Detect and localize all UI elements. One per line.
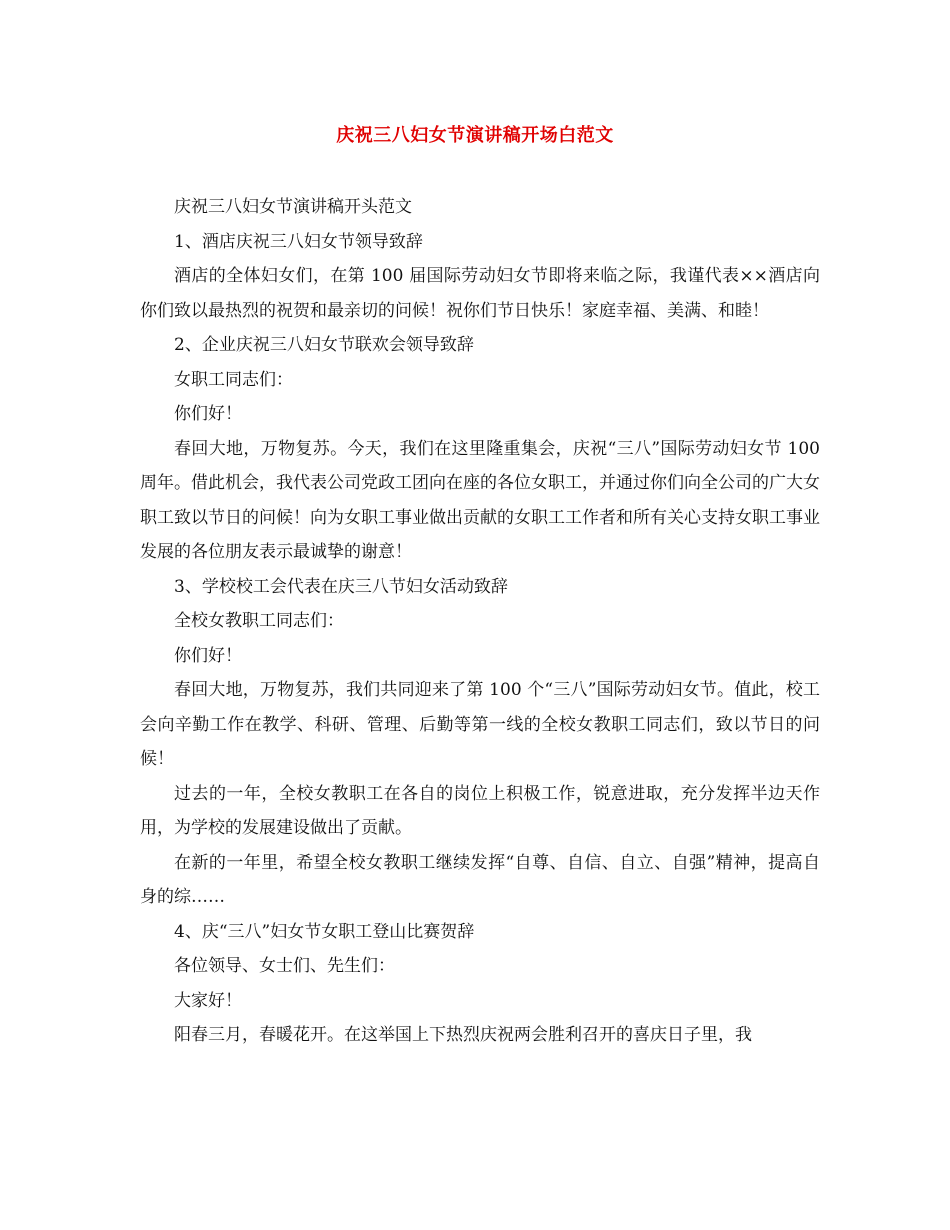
paragraph-16: 大家好！: [174, 990, 242, 1011]
paragraph-9: 全校女教职工同志们：: [174, 611, 344, 631]
paragraph-3: 酒店的全体妇女们，在第 100 届国际劳动妇女节即将来临之际，我谨代表××酒店向你们致以最热烈的祝贺和最亲切的问候！祝你们节日快乐！家庭幸福、美满、和睦！: [140, 266, 820, 321]
paragraph-5: 女职工同志们：: [174, 369, 293, 390]
paragraph-10: 你们好！: [174, 645, 242, 666]
paragraph-7: 春回大地，万物复苏。今天，我们在这里隆重集会，庆祝“三八”国际劳动妇女节 100 周年。借此机会，我代表公司党政工团向在座的各位女职工，并通过你们向全公司的广大女职工致以节日的问候！向为女职工事业做出贡献的女职工工作者和所有关心支持女职工事业发展的各位朋友表示最诚挚的谢意！: [140, 438, 820, 562]
paragraph-8: 3、学校校工会代表在庆三八节妇女活动致辞: [174, 576, 508, 597]
document-title: 庆祝三八妇女节演讲稿开场白范文: [336, 125, 614, 146]
document-body: [140, 190, 820, 1053]
paragraph-13: 在新的一年里，希望全校女教职工继续发挥“自尊、自信、自立、自强”精神，提高自身的综……: [140, 852, 820, 907]
paragraph-11: 春回大地，万物复苏，我们共同迎来了第 100 个“三八”国际劳动妇女节。值此，校工会向辛勤工作在教学、科研、管理、后勤等第一线的全校女教职工同志们，致以节日的问候！: [140, 680, 820, 769]
paragraph-12: 过去的一年，全校女教职工在各自的岗位上积极工作，锐意进取，充分发挥半边天作用，为学校的发展建设做出了贡献。: [140, 783, 820, 838]
paragraph-14: 4、庆“三八”妇女节女职工登山比赛贺辞: [174, 921, 475, 942]
paragraph-4: 2、企业庆祝三八妇女节联欢会领导致辞: [174, 335, 474, 355]
paragraph-6: 你们好！: [174, 404, 242, 424]
paragraph-2: 1、酒店庆祝三八妇女节领导致辞: [174, 231, 423, 252]
paragraph-15: 各位领导、女士们、先生们：: [174, 956, 395, 976]
paragraph-17: 阳春三月，春暖花开。在这举国上下热烈庆祝两会胜利召开的喜庆日子里，我: [174, 1025, 752, 1045]
paragraph-1: 庆祝三八妇女节演讲稿开头范文: [174, 197, 412, 217]
